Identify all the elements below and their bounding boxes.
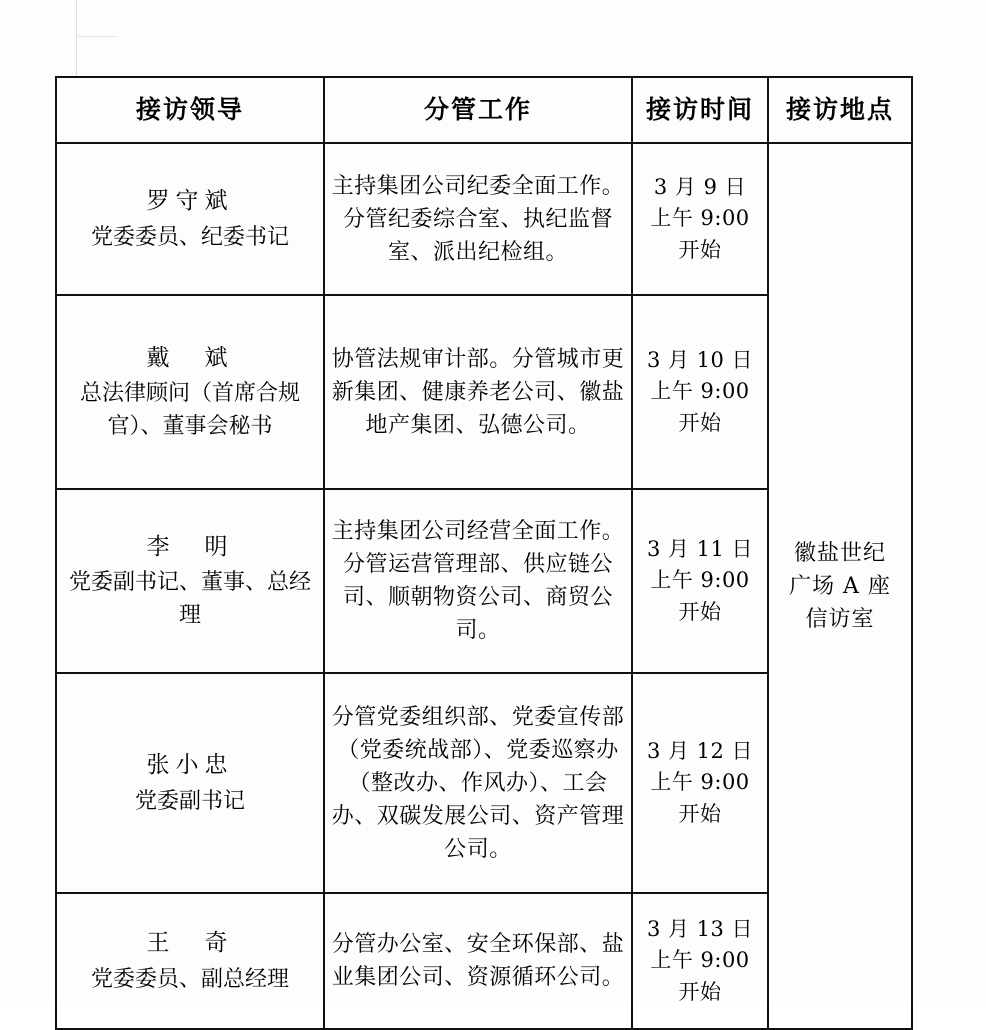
time-line: 3 月 11 日 [646, 536, 754, 561]
cell-duty: 协管法规审计部。分管城市更新集团、健康养老公司、徽盐地产集团、弘德公司。 [324, 295, 632, 489]
time-line: 3 月 13 日 [646, 916, 754, 941]
leader-name: 戴 斌 [146, 344, 234, 371]
time-line: 上午 9:00 [650, 379, 750, 404]
table-header [56, 77, 912, 143]
column-header-leader: 接访领导 [56, 77, 324, 143]
cell-duty: 主持集团公司纪委全面工作。分管纪委综合室、执纪监督室、派出纪检组。 [324, 143, 632, 295]
leader-name: 王 奇 [146, 930, 234, 957]
cell-leader [56, 893, 324, 1029]
place-line: 广场 A 座 [789, 573, 891, 599]
cell-duty: 分管党委组织部、党委宣传部（党委统战部）、党委巡察办（整改办、作风办）、工会办、双碳发展公司、资产管理公司。 [324, 673, 632, 893]
time-line: 上午 9:00 [650, 770, 750, 795]
leader-title: 党委副书记、董事、总经理 [68, 570, 311, 629]
cell-leader [56, 143, 324, 295]
leader-title: 总法律顾问（首席合规官）、董事会秘书 [79, 381, 300, 440]
time-line: 开始 [678, 979, 722, 1004]
cell-duty: 分管办公室、安全环保部、盐业集团公司、资源循环公司。 [324, 893, 632, 1029]
table-body [56, 143, 912, 1029]
time-line: 上午 9:00 [650, 568, 750, 593]
cell-leader [56, 295, 324, 489]
leader-name: 李 明 [146, 533, 234, 560]
leader-name: 张小忠 [146, 752, 234, 779]
time-line: 上午 9:00 [650, 206, 750, 231]
column-header-place: 接访地点 [768, 77, 912, 143]
cell-duty: 主持集团公司经营全面工作。分管运营管理部、供应链公司、顺朝物资公司、商贸公司。 [324, 489, 632, 673]
cell-time [632, 673, 768, 893]
place-line: 徽盐世纪 [793, 540, 886, 566]
time-line: 上午 9:00 [650, 948, 750, 973]
time-line: 3 月 12 日 [646, 738, 754, 763]
scan-artifact-vertical [76, 0, 77, 78]
table-header-row [56, 77, 912, 143]
column-header-time: 接访时间 [632, 77, 768, 143]
time-line: 3 月 9 日 [653, 174, 747, 199]
time-line: 开始 [678, 410, 722, 435]
scan-artifact-horizontal [76, 36, 116, 37]
leader-name: 罗守斌 [146, 188, 234, 215]
table-row [56, 143, 912, 295]
time-line: 开始 [678, 599, 722, 624]
cell-leader [56, 673, 324, 893]
time-line: 开始 [678, 237, 722, 262]
cell-leader [56, 489, 324, 673]
place-line: 信访室 [805, 606, 875, 632]
reception-schedule-table [55, 76, 913, 1030]
cell-time [632, 489, 768, 673]
time-line: 3 月 10 日 [646, 347, 754, 372]
leader-title: 党委副书记 [134, 788, 245, 814]
leader-title: 党委委员、副总经理 [90, 966, 289, 992]
time-line: 开始 [678, 801, 722, 826]
cell-time [632, 143, 768, 295]
cell-place [768, 143, 912, 1029]
column-header-duty: 分管工作 [324, 77, 632, 143]
leader-title: 党委委员、纪委书记 [90, 224, 289, 250]
cell-time [632, 893, 768, 1029]
cell-time [632, 295, 768, 489]
